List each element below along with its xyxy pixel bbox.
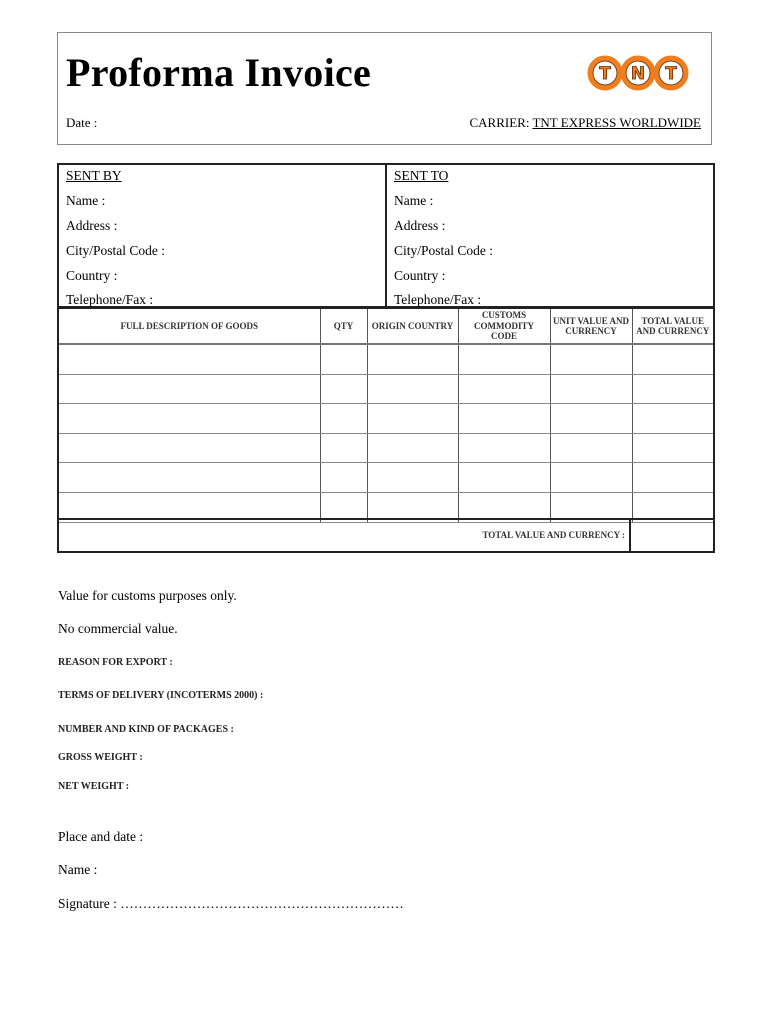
goods-cell[interactable] [632,404,713,434]
goods-row [59,404,713,434]
terms-of-delivery: TERMS OF DELIVERY (INCOTERMS 2000) : [58,690,264,701]
sent-to-name: Name : [394,193,434,208]
carrier-value: TNT EXPRESS WORLDWIDE [532,115,701,130]
sent-to-section [387,165,713,306]
goods-cell[interactable] [320,344,367,374]
col-description: FULL DESCRIPTION OF GOODS [59,309,320,344]
col-commodity-code: CUSTOMS COMMODITY CODE [458,309,550,344]
total-row [59,518,713,551]
goods-cell[interactable] [320,463,367,493]
goods-cell[interactable] [550,433,632,463]
goods-cell[interactable] [550,404,632,434]
date-field: Date : [66,115,98,130]
page-title: Proforma Invoice [66,50,372,95]
goods-cell[interactable] [458,374,550,404]
carrier-line [469,115,701,131]
signature-line: Signature : ……………………………………………………… [58,896,404,911]
goods-cell[interactable] [59,344,320,374]
sent-by-telephone: Telephone/Fax : [66,292,154,307]
col-origin-country: ORIGIN COUNTRY [367,309,458,344]
col-qty: QTY [320,309,367,344]
gross-weight: GROSS WEIGHT : [58,752,143,763]
goods-row [59,463,713,493]
sent-to-address: Address : [394,218,446,233]
goods-cell[interactable] [320,374,367,404]
goods-header-row [59,309,713,344]
sent-to-country: Country : [394,268,446,283]
logo-letter-t1: T [599,64,611,84]
sent-by-country: Country : [66,268,118,283]
goods-cell[interactable] [367,344,458,374]
goods-cell[interactable] [367,433,458,463]
tnt-logo [586,53,690,93]
reason-for-export: REASON FOR EXPORT : [58,657,173,668]
logo-letter-n: N [630,64,646,84]
col-total-value: TOTAL VALUE AND CURRENCY [632,309,713,344]
sent-to-city: City/Postal Code : [394,243,494,258]
goods-cell[interactable] [320,433,367,463]
goods-cell[interactable] [458,344,550,374]
signoff-name: Name : [58,862,98,877]
parties-box [57,163,715,308]
goods-table [57,307,715,553]
goods-cell[interactable] [367,463,458,493]
sent-by-name: Name : [66,193,106,208]
goods-cell[interactable] [550,344,632,374]
total-value-cell[interactable] [629,520,713,551]
sent-to-telephone: Telephone/Fax : [394,292,482,307]
logo-letter-t2: T [665,64,677,84]
goods-cell[interactable] [632,344,713,374]
goods-cell[interactable] [632,433,713,463]
no-value-note: No commercial value. [58,621,178,636]
carrier-label: CARRIER: [469,115,530,130]
invoice-header [57,32,712,145]
sent-by-section [59,165,387,306]
goods-cell[interactable] [367,404,458,434]
goods-cell[interactable] [458,433,550,463]
sent-by-heading: SENT BY [66,168,122,183]
goods-cell[interactable] [632,374,713,404]
place-and-date: Place and date : [58,829,144,844]
goods-cell[interactable] [632,463,713,493]
goods-cell[interactable] [458,463,550,493]
goods-cell[interactable] [367,374,458,404]
goods-cell[interactable] [59,463,320,493]
customs-note: Value for customs purposes only. [58,588,237,603]
goods-cell[interactable] [59,404,320,434]
col-unit-value: UNIT VALUE AND CURRENCY [550,309,632,344]
goods-cell[interactable] [550,463,632,493]
goods-cell[interactable] [550,374,632,404]
sent-by-address: Address : [66,218,118,233]
goods-row [59,344,713,374]
number-of-packages: NUMBER AND KIND OF PACKAGES : [58,724,234,735]
goods-cell[interactable] [458,404,550,434]
goods-cell[interactable] [59,433,320,463]
goods-row [59,374,713,404]
goods-cell[interactable] [320,404,367,434]
net-weight: NET WEIGHT : [58,781,130,792]
sent-to-heading: SENT TO [394,168,449,183]
sent-by-city: City/Postal Code : [66,243,166,258]
total-label: TOTAL VALUE AND CURRENCY : [482,530,625,540]
goods-row [59,433,713,463]
goods-cell[interactable] [59,374,320,404]
